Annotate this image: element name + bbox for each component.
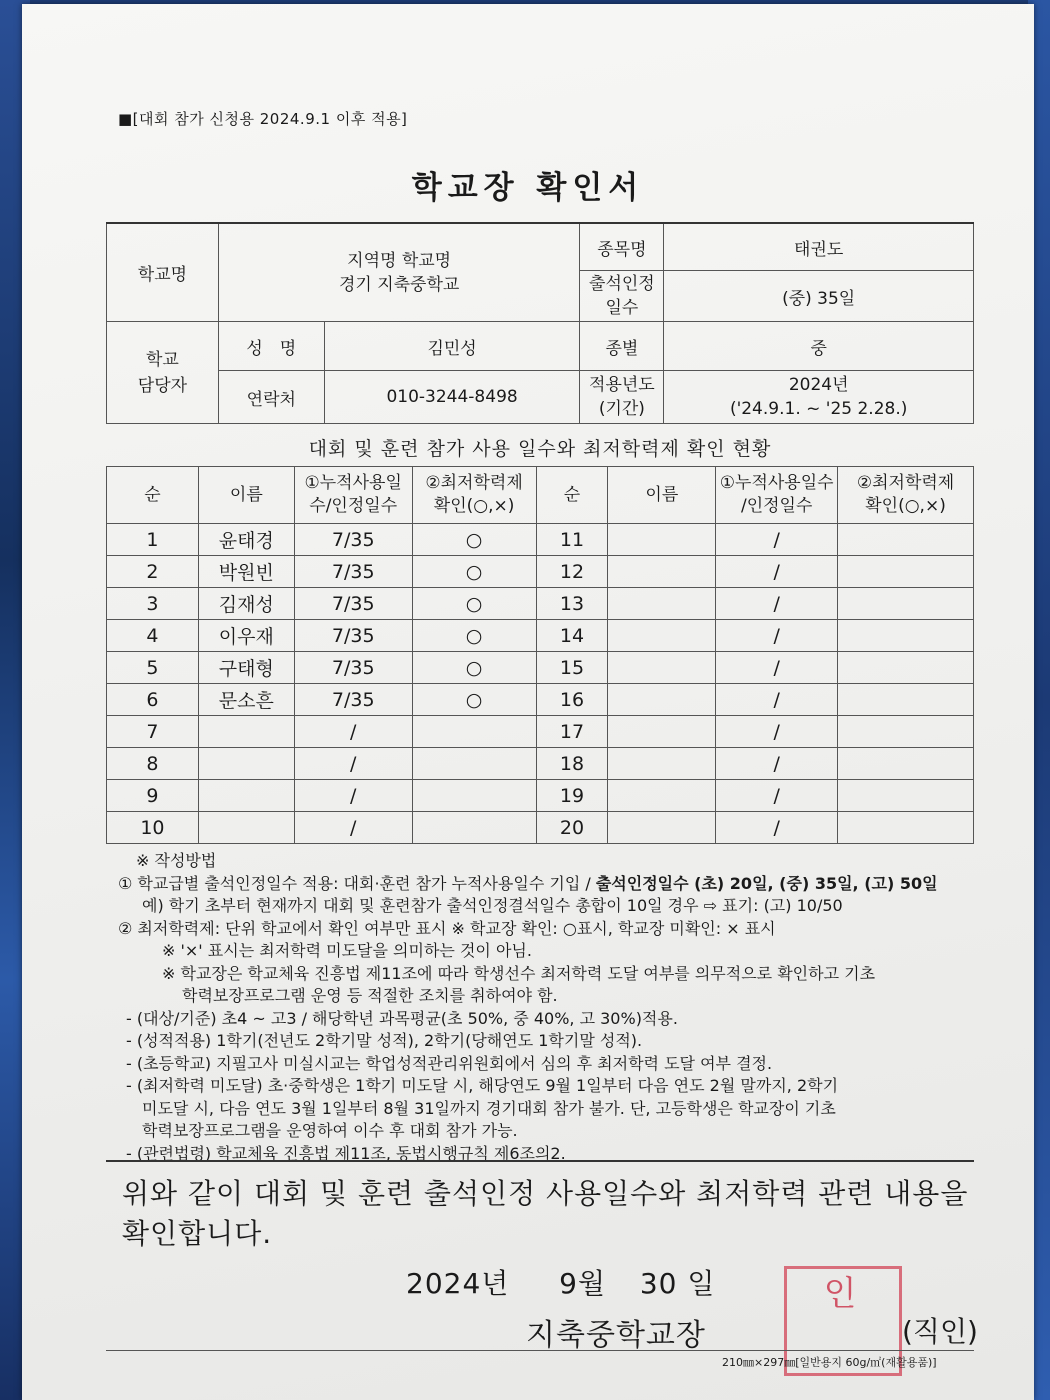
note-2-principal: ※ 학교장은 학교체육 진흥법 제11조에 따라 학생선수 최저학력 도달 여부를 의무적으로 확인하고 기초 <box>162 963 876 983</box>
row-days-right: / <box>716 748 838 780</box>
note-law: - (관련법령) 학교체육 진흥법 제11조, 동법시행규칙 제6조의2. <box>126 1143 566 1163</box>
document-title: 학교장 확인서 <box>411 170 645 206</box>
table-row <box>107 556 974 588</box>
row-check-right <box>838 748 974 780</box>
row-name <box>198 716 294 748</box>
note-2-remark: ※ '×' 표시는 최저학력 미도달을 의미하는 것이 아님. <box>162 941 532 960</box>
table-row <box>107 748 974 780</box>
manager-label-1: 학교 <box>145 349 179 370</box>
row-seq: 4 <box>107 620 199 652</box>
row-check <box>412 716 536 748</box>
roster-table <box>106 466 974 844</box>
notes-heading: ※ 작성방법 <box>136 851 217 870</box>
note-1-bold: 출석인정일수 (초) 20일, (중) 35일, (고) 50일 <box>595 873 938 893</box>
row-days: / <box>294 812 412 844</box>
note-elementary: - (초등학교) 지필고사 미실시교는 학업성적관리위원회에서 심의 후 최저학력 도달 여부 결정. <box>126 1053 773 1073</box>
header-check <box>412 467 536 524</box>
note-1-text: ① 학교급별 출석인정일수 적용: 대회·훈련 참가 누적사용일수 기입 / <box>118 873 596 893</box>
table-row <box>107 524 974 556</box>
bottom-rule <box>106 1350 974 1351</box>
note-below-min-cont1: 미도달 시, 다음 연도 3월 1일부터 8월 31일까지 경기대회 참가 불가. 단, 고등학생은 학교장이 기초 <box>142 1098 836 1118</box>
row-check: ○ <box>412 620 536 652</box>
row-name <box>198 812 294 844</box>
row-days: / <box>294 780 412 812</box>
row-name: 구태형 <box>198 652 294 684</box>
school-label: 학교명 <box>107 223 219 322</box>
table-row <box>107 588 974 620</box>
row-days-right: / <box>716 684 838 716</box>
form-header-tag: ■[대회 참가 신청용 2024.9.1 이후 적용] <box>118 110 408 128</box>
row-days: 7/35 <box>294 556 412 588</box>
table-row <box>107 652 974 684</box>
instructions <box>118 850 998 1165</box>
table-row <box>107 620 974 652</box>
row-check-right <box>838 652 974 684</box>
row-seq: 5 <box>107 652 199 684</box>
category-label: 종별 <box>580 322 664 371</box>
header-days-2: 수/인정일수 <box>309 496 398 516</box>
row-days-right: / <box>716 620 838 652</box>
signature-date <box>406 1262 715 1302</box>
header-days-right-2: /인정일수 <box>740 496 813 516</box>
row-days: 7/35 <box>294 652 412 684</box>
row-name-right <box>608 716 716 748</box>
row-seq-right: 12 <box>536 556 608 588</box>
row-name-right <box>608 780 716 812</box>
row-check-right <box>838 684 974 716</box>
year-label-1: 적용년도 <box>589 375 655 395</box>
year-label-2: (기간) <box>598 399 645 419</box>
row-name-right <box>608 684 716 716</box>
confirmation-line2: 확인합니다. <box>122 1217 273 1250</box>
info-table <box>106 222 974 424</box>
roster-header-row <box>107 467 974 524</box>
row-seq-right: 16 <box>536 684 608 716</box>
row-name-right <box>608 556 716 588</box>
header-name-right: 이름 <box>608 467 716 524</box>
row-name: 문소흔 <box>198 684 294 716</box>
principal-title: 지축중학교장 <box>526 1318 706 1353</box>
sport-label: 종목명 <box>580 223 664 271</box>
table-row <box>107 780 974 812</box>
row-check-right <box>838 812 974 844</box>
row-name <box>198 780 294 812</box>
row-check: ○ <box>412 556 536 588</box>
row-days-right: / <box>716 812 838 844</box>
attendance-label-1: 출석인정 <box>589 274 655 294</box>
header-days-1: ①누적사용일 <box>304 473 402 493</box>
header-check-1: ②최저학력제 <box>425 473 523 493</box>
row-seq: 10 <box>107 812 199 844</box>
name-value: 김민성 <box>324 322 580 371</box>
row-name-right <box>608 588 716 620</box>
row-name: 이우재 <box>198 620 294 652</box>
year-value-1: 2024년 <box>788 375 849 395</box>
header-check-right-2: 확인(○,×) <box>865 496 946 516</box>
row-check: ○ <box>412 684 536 716</box>
row-seq: 9 <box>107 780 199 812</box>
section-title: 대회 및 훈련 참가 사용 일수와 최저학력제 확인 현황 <box>308 438 772 460</box>
note-target: - (대상/기준) 초4 ~ 고3 / 해당학년 과목평균(초 50%, 중 40%, 고 30%)적용. <box>126 1008 678 1028</box>
header-check-right-1: ②최저학력제 <box>856 473 955 493</box>
date-day: 30 일 <box>639 1267 716 1300</box>
row-days: / <box>294 716 412 748</box>
seal-type-label: (직인) <box>902 1315 978 1348</box>
school-name-line1: 지역명 학교명 <box>347 250 452 271</box>
row-days-right: / <box>716 716 838 748</box>
note-2-principal-cont: 학력보장프로그램 운영 등 적절한 조치를 취하여야 함. <box>182 986 558 1005</box>
manager-label <box>107 322 219 424</box>
row-check: ○ <box>412 524 536 556</box>
header-days <box>294 467 412 524</box>
school-name-line2: 경기 지축중학교 <box>338 274 460 295</box>
table-row <box>107 684 974 716</box>
row-seq: 3 <box>107 588 199 620</box>
header-seq-right: 순 <box>536 467 608 524</box>
table-row <box>107 812 974 844</box>
row-seq-right: 19 <box>536 780 608 812</box>
row-seq-right: 11 <box>536 524 608 556</box>
row-days: 7/35 <box>294 524 412 556</box>
header-check-right <box>838 467 974 524</box>
row-days: 7/35 <box>294 588 412 620</box>
year-value-2: ('24.9.1. ~ '25 2.28.) <box>729 399 908 419</box>
name-label: 성 명 <box>218 322 324 371</box>
row-check-right <box>838 524 974 556</box>
row-check-right <box>838 716 974 748</box>
confirmation-text <box>122 1174 982 1254</box>
row-check-right <box>838 588 974 620</box>
attendance-label <box>580 271 664 322</box>
row-days-right: / <box>716 780 838 812</box>
date-month: 9월 <box>559 1267 606 1300</box>
header-name: 이름 <box>198 467 294 524</box>
row-name: 박원빈 <box>198 556 294 588</box>
header-days-right-1: ①누적사용일수 <box>719 473 834 493</box>
attendance-value: (중) 35일 <box>664 271 974 322</box>
document-page <box>22 4 1034 1400</box>
row-days-right: / <box>716 524 838 556</box>
row-name-right <box>608 524 716 556</box>
row-seq: 7 <box>107 716 199 748</box>
row-check <box>412 812 536 844</box>
note-1 <box>118 873 998 896</box>
row-days: 7/35 <box>294 684 412 716</box>
row-name: 윤태경 <box>198 524 294 556</box>
row-seq: 2 <box>107 556 199 588</box>
paper-spec: 210㎜×297㎜[일반용지 60g/㎡(재활용품)] <box>722 1356 937 1369</box>
header-days-right <box>716 467 838 524</box>
row-check: ○ <box>412 588 536 620</box>
school-name <box>218 223 580 322</box>
row-name-right <box>608 748 716 780</box>
year-value <box>664 371 974 424</box>
row-check-right <box>838 556 974 588</box>
row-name-right <box>608 620 716 652</box>
row-seq-right: 14 <box>536 620 608 652</box>
manager-label-2: 담당자 <box>137 375 188 396</box>
row-seq-right: 13 <box>536 588 608 620</box>
category-value: 중 <box>664 322 974 371</box>
row-days-right: / <box>716 652 838 684</box>
row-check <box>412 748 536 780</box>
header-check-2: 확인(○,×) <box>433 496 515 516</box>
sport-value: 태권도 <box>664 223 974 271</box>
header-seq: 순 <box>107 467 199 524</box>
row-seq: 6 <box>107 684 199 716</box>
note-grades: - (성적적용) 1학기(전년도 2학기말 성적), 2학기(당해연도 1학기말 성적). <box>126 1031 643 1050</box>
row-name-right <box>608 812 716 844</box>
note-below-min-cont2: 학력보장프로그램을 운영하여 이수 후 대회 참가 가능. <box>142 1121 518 1140</box>
attendance-label-2: 일수 <box>605 298 639 318</box>
row-name: 김재성 <box>198 588 294 620</box>
row-seq-right: 17 <box>536 716 608 748</box>
row-days-right: / <box>716 556 838 588</box>
row-check: ○ <box>412 652 536 684</box>
seal-text: 인 <box>823 1274 861 1314</box>
row-seq-right: 15 <box>536 652 608 684</box>
row-seq: 1 <box>107 524 199 556</box>
confirmation-line1: 위와 같이 대회 및 훈련 출석인정 사용일수와 최저학력 관련 내용을 <box>122 1177 969 1210</box>
note-1-example: 예) 학기 초부터 현재까지 대회 및 훈련참가 출석인정결석일수 총합이 10일 경우 ⇨ 표기: (고) 10/50 <box>142 896 843 915</box>
row-check <box>412 780 536 812</box>
row-days-right: / <box>716 588 838 620</box>
contact-value: 010-3244-8498 <box>324 371 580 424</box>
divider <box>106 1160 974 1162</box>
row-seq: 8 <box>107 748 199 780</box>
row-check-right <box>838 780 974 812</box>
contact-label: 연락처 <box>218 371 324 424</box>
table-row <box>107 716 974 748</box>
row-seq-right: 18 <box>536 748 608 780</box>
date-year: 2024년 <box>406 1267 510 1300</box>
row-days: / <box>294 748 412 780</box>
row-days: 7/35 <box>294 620 412 652</box>
row-check-right <box>838 620 974 652</box>
year-label <box>580 371 664 424</box>
row-name <box>198 748 294 780</box>
note-below-min: - (최저학력 미도달) 초·중학생은 1학기 미도달 시, 해당연도 9월 1일부터 다음 연도 2월 말까지, 2학기 <box>126 1076 839 1095</box>
note-2: ② 최저학력제: 단위 학교에서 확인 여부만 표시 ※ 학교장 확인: ○표시, 학교장 미확인: × 표시 <box>118 918 776 938</box>
row-seq-right: 20 <box>536 812 608 844</box>
row-name-right <box>608 652 716 684</box>
